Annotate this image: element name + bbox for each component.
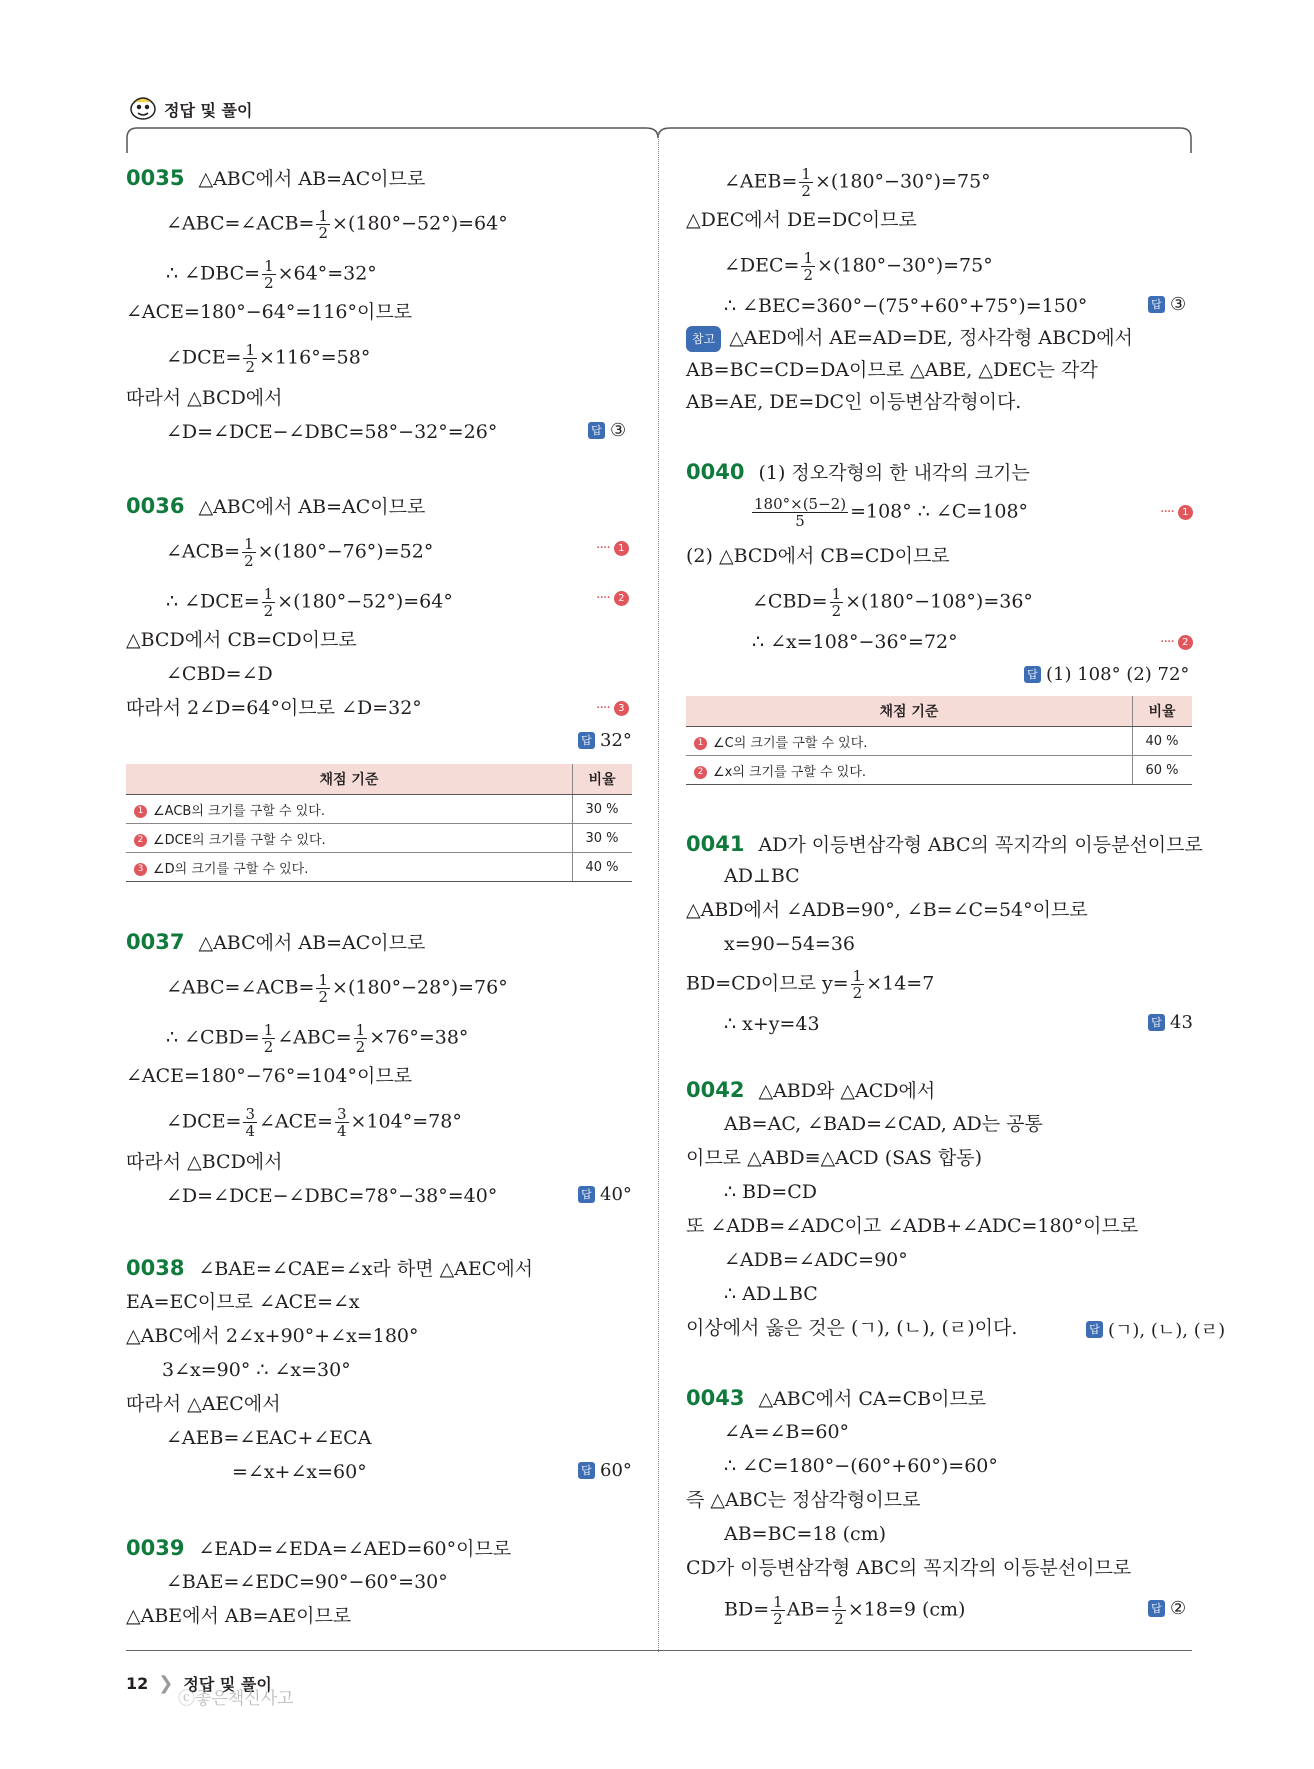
problem-0037-line4: ∠ACE=180°−76°=104°이므로 [126, 1065, 413, 1087]
problem-0039-cont-line3: ∠DEC= $\frac{1}{2}$ ×(180°−30°)=75° [724, 249, 993, 284]
problem-number: 0038 [126, 1256, 185, 1280]
problem-0043-line1: 0043 △ABC에서 CA=CB이므로 [686, 1386, 987, 1410]
fraction: $\frac{180^\circ\times(5-2)}{5}$ [754, 495, 847, 530]
fraction: $\frac{1}{2}$ [318, 207, 329, 242]
problem-0043-line7: BD= $\frac{1}{2}$ AB= $\frac{1}{2}$ ×18=9 (cm) [724, 1593, 966, 1628]
fraction: $\frac{1}{2}$ [263, 1021, 274, 1056]
footer-title: 정답 및 풀이 [183, 1675, 272, 1694]
problem-0041-line4: x=90−54=36 [724, 933, 856, 955]
problem-0037-line6: 따라서 △BCD에서 [126, 1151, 283, 1173]
table-row: 1 ∠ACB의 크기를 구할 수 있다. 30 % [126, 795, 632, 824]
fraction: $\frac{1}{2}$ [244, 535, 254, 570]
problem-0038-line1: 0038 ∠BAE=∠CAE=∠x라 하면 △AEC에서 [126, 1256, 534, 1280]
step-marker-1: ···· 1 [1160, 504, 1193, 520]
problem-0040-line3: (2) △BCD에서 CB=CD이므로 [686, 545, 950, 567]
problem-0039-cont-line1: ∠AEB= $\frac{1}{2}$ ×(180°−30°)=75° [724, 165, 991, 200]
problem-number: 0041 [686, 832, 745, 856]
problem-number: 0035 [126, 166, 185, 190]
answer-0039: 답 ③ [1148, 294, 1186, 315]
problem-0036-line6: 따라서 2∠D=64°이므로 ∠D=32° [126, 697, 422, 719]
problem-0039-line2: ∠BAE=∠EDC=90°−60°=30° [166, 1571, 448, 1593]
problem-0036-line5: ∠CBD=∠D [166, 663, 273, 685]
fraction: $\frac{3}{4}$ [337, 1105, 347, 1140]
fraction: $\frac{1}{2}$ [264, 257, 274, 292]
answer-0035: 답 ③ [588, 420, 626, 441]
problem-0038-line7: =∠x+∠x=60° [232, 1461, 367, 1483]
problem-0041-line3: △ABD에서 ∠ADB=90°, ∠B=∠C=54°이므로 [686, 899, 1088, 921]
note-0039-line1: 참고 △AED에서 AE=AD=DE, 정사각형 ABCD에서 [686, 326, 1133, 352]
problem-0036-line1: 0036 △ABC에서 AB=AC이므로 [126, 494, 426, 518]
problem-0035-line4: ∠ACE=180°−64°=116°이므로 [126, 301, 413, 323]
problem-0040-line1: 0040 (1) 정오각형의 한 내각의 크기는 [686, 460, 1030, 484]
table-row: 2 ∠x의 크기를 구할 수 있다. 60 % [686, 756, 1192, 785]
note-0039-line2: AB=BC=CD=DA이므로 △ABE, △DEC는 각각 [686, 359, 1098, 381]
problem-0037-line3: ∴ ∠CBD= $\frac{1}{2}$ ∠ABC= $\frac{1}{2}$ ×76°=38° [166, 1021, 469, 1056]
problem-0040-line5: ∴ ∠x=108°−36°=72° [752, 631, 958, 653]
problem-0040-line4: ∠CBD= $\frac{1}{2}$ ×(180°−108°)=36° [752, 585, 1033, 620]
column-divider [658, 132, 659, 1652]
problem-0040-line2: $\frac{180^\circ\times(5-2)}{5}$ =108° ∴ ∠C=108° [754, 495, 1029, 530]
answer-0043: 답 ② [1148, 1598, 1186, 1619]
problem-0035-line5: ∠DCE= $\frac{1}{2}$ ×116°=58° [166, 341, 371, 376]
problem-number: 0039 [126, 1536, 185, 1560]
fraction: $\frac{1}{2}$ [834, 1593, 844, 1628]
fraction: $\frac{1}{2}$ [803, 249, 814, 284]
fraction: $\frac{1}{2}$ [831, 585, 842, 620]
problem-number: 0036 [126, 494, 185, 518]
problem-0038-line6: ∠AEB=∠EAC+∠ECA [166, 1427, 372, 1449]
step-marker-2: ···· 2 [1160, 634, 1193, 650]
problem-number: 0037 [126, 930, 185, 954]
problem-0042-line5: 또 ∠ADB=∠ADC이고 ∠ADB+∠ADC=180°이므로 [686, 1215, 1139, 1237]
problem-0038-line4: 3∠x=90° ∴ ∠x=30° [162, 1359, 351, 1381]
problem-0035-line3: ∴ ∠DBC= $\frac{1}{2}$ ×64°=32° [166, 257, 377, 292]
step-marker-3: ···· 3 [596, 700, 629, 716]
problem-0035-line6: 따라서 △BCD에서 [126, 387, 283, 409]
problem-0039-cont-line2: △DEC에서 DE=DC이므로 [686, 209, 917, 231]
answer-badge-icon: 답 [1148, 1014, 1165, 1031]
problem-0035-line7: ∠D=∠DCE−∠DBC=58°−32°=26° [166, 421, 498, 443]
problem-0042-line3: 이므로 △ABD≡△ACD (SAS 합동) [686, 1147, 983, 1169]
grading-table-0036: 채점 기준 비율 1 ∠ACB의 크기를 구할 수 있다. 30 % 2 ∠DCE의 크기를 구할 수 있다. 30 % 3 ∠D의 크기를 구할 수 있다. 40 % [126, 764, 632, 882]
problem-0042-line6: ∠ADB=∠ADC=90° [724, 1249, 908, 1271]
footer-divider [126, 1650, 1192, 1651]
fraction: $\frac{3}{4}$ [245, 1105, 256, 1140]
answer-badge-icon: 답 [1148, 1600, 1165, 1617]
content-frame [126, 126, 1192, 154]
problem-0038-line2: EA=EC이므로 ∠ACE=∠x [126, 1291, 360, 1313]
answer-0037: 답 40° [578, 1184, 632, 1205]
answer-badge-icon: 답 [578, 1462, 595, 1479]
problem-0037-line7: ∠D=∠DCE−∠DBC=78°−38°=40° [166, 1185, 498, 1207]
problem-0035-line1: 0035 △ABC에서 AB=AC이므로 [126, 166, 426, 190]
problem-0037-line5: ∠DCE= $\frac{3}{4}$ ∠ACE= $\frac{3}{4}$ ×104°=78° [166, 1105, 462, 1140]
answer-0040: 답 (1) 108° (2) 72° [1024, 664, 1189, 685]
chevron-right-icon: ❯ [158, 1673, 174, 1694]
problem-0041-line6: ∴ x+y=43 [724, 1013, 820, 1035]
page-header-title: 정답 및 풀이 [164, 100, 253, 120]
problem-number: 0043 [686, 1386, 745, 1410]
problem-0036-line2: ∠ACB= $\frac{1}{2}$ ×(180°−76°)=52° [166, 535, 434, 570]
problem-0043-line2: ∠A=∠B=60° [724, 1421, 850, 1443]
problem-0038-line5: 따라서 △AEC에서 [126, 1393, 281, 1415]
answer-badge-icon: 답 [578, 732, 595, 749]
fraction: $\frac{1}{2}$ [263, 585, 274, 620]
problem-0039-line3: △ABE에서 AB=AE이므로 [126, 1605, 352, 1627]
problem-0041-line2: AD⊥BC [724, 865, 800, 887]
mascot-icon [128, 96, 158, 122]
table-row: 1 ∠C의 크기를 구할 수 있다. 40 % [686, 727, 1192, 756]
problem-0037-line2: ∠ABC=∠ACB= $\frac{1}{2}$ ×(180°−28°)=76° [166, 971, 508, 1006]
fraction: $\frac{1}{2}$ [773, 1593, 783, 1628]
answer-0042: 답 (ㄱ), (ㄴ), (ㄹ) [1086, 1316, 1225, 1342]
problem-0038-line3: △ABC에서 2∠x+90°+∠x=180° [126, 1325, 419, 1347]
problem-0043-line6: CD가 이등변삼각형 ABC의 꼭지각의 이등분선이므로 [686, 1557, 1132, 1579]
note-0039-line3: AB=AE, DE=DC인 이등변삼각형이다. [686, 391, 1022, 413]
grading-table-0040: 채점 기준 비율 1 ∠C의 크기를 구할 수 있다. 40 % 2 ∠x의 크기를 구할 수 있다. 60 % [686, 696, 1192, 785]
answer-badge-icon: 답 [578, 1186, 595, 1203]
problem-0039-cont-line4: ∴ ∠BEC=360°−(75°+60°+75°)=150° [724, 295, 1088, 317]
table-row: 3 ∠D의 크기를 구할 수 있다. 40 % [126, 853, 632, 882]
problem-0037-line1: 0037 △ABC에서 AB=AC이므로 [126, 930, 426, 954]
problem-0042-line4: ∴ BD=CD [724, 1181, 818, 1203]
page-header [128, 94, 252, 124]
fraction: $\frac{1}{2}$ [245, 341, 256, 376]
problem-0042-line2: AB=AC, ∠BAD=∠CAD, AD는 공통 [724, 1113, 1043, 1135]
problem-0041-line1: 0041 AD가 이등변삼각형 ABC의 꼭지각의 이등분선이므로 [686, 832, 1203, 856]
fraction: $\frac{1}{2}$ [355, 1021, 366, 1056]
problem-0036-line3: ∴ ∠DCE= $\frac{1}{2}$ ×(180°−52°)=64° [166, 585, 453, 620]
answer-badge-icon: 답 [1086, 1321, 1103, 1338]
answer-0041: 답 43 [1148, 1012, 1193, 1033]
problem-0042-line7: ∴ AD⊥BC [724, 1283, 818, 1305]
note-badge: 참고 [686, 326, 721, 352]
fraction: $\frac{1}{2}$ [318, 971, 329, 1006]
problem-0042-line1: 0042 △ABD와 △ACD에서 [686, 1078, 936, 1102]
answer-0036: 답 32° [578, 730, 632, 751]
problem-0036-line4: △BCD에서 CB=CD이므로 [126, 629, 357, 651]
fraction: $\frac{1}{2}$ [852, 967, 863, 1002]
problem-0042-line8: 이상에서 옳은 것은 (ㄱ), (ㄴ), (ㄹ)이다. [686, 1317, 1018, 1339]
step-marker-2: ···· 2 [596, 590, 629, 606]
answer-badge-icon: 답 [1024, 666, 1041, 683]
fraction: $\frac{1}{2}$ [801, 165, 811, 200]
problem-0043-line4: 즉 △ABC는 정삼각형이므로 [686, 1489, 921, 1511]
problem-0043-line5: AB=BC=18 (cm) [724, 1523, 887, 1545]
answer-badge-icon: 답 [1148, 296, 1165, 313]
problem-0041-line5: BD=CD이므로 y= $\frac{1}{2}$ ×14=7 [686, 967, 935, 1002]
step-marker-1: ···· 1 [596, 540, 629, 556]
answer-badge-icon: 답 [588, 422, 605, 439]
problem-0039-line1: 0039 ∠EAD=∠EDA=∠AED=60°이므로 [126, 1536, 512, 1560]
answer-0038: 답 60° [578, 1460, 632, 1481]
problem-0043-line3: ∴ ∠C=180°−(60°+60°)=60° [724, 1455, 998, 1477]
problem-0035-line2: ∠ABC=∠ACB= $\frac{1}{2}$ ×(180°−52°)=64° [166, 207, 508, 242]
problem-number: 0042 [686, 1078, 745, 1102]
problem-number: 0040 [686, 460, 745, 484]
table-row: 2 ∠DCE의 크기를 구할 수 있다. 30 % [126, 824, 632, 853]
watermark: ⓒ좋은책신사고 [178, 1689, 294, 1709]
page-number: 12 [126, 1674, 149, 1693]
